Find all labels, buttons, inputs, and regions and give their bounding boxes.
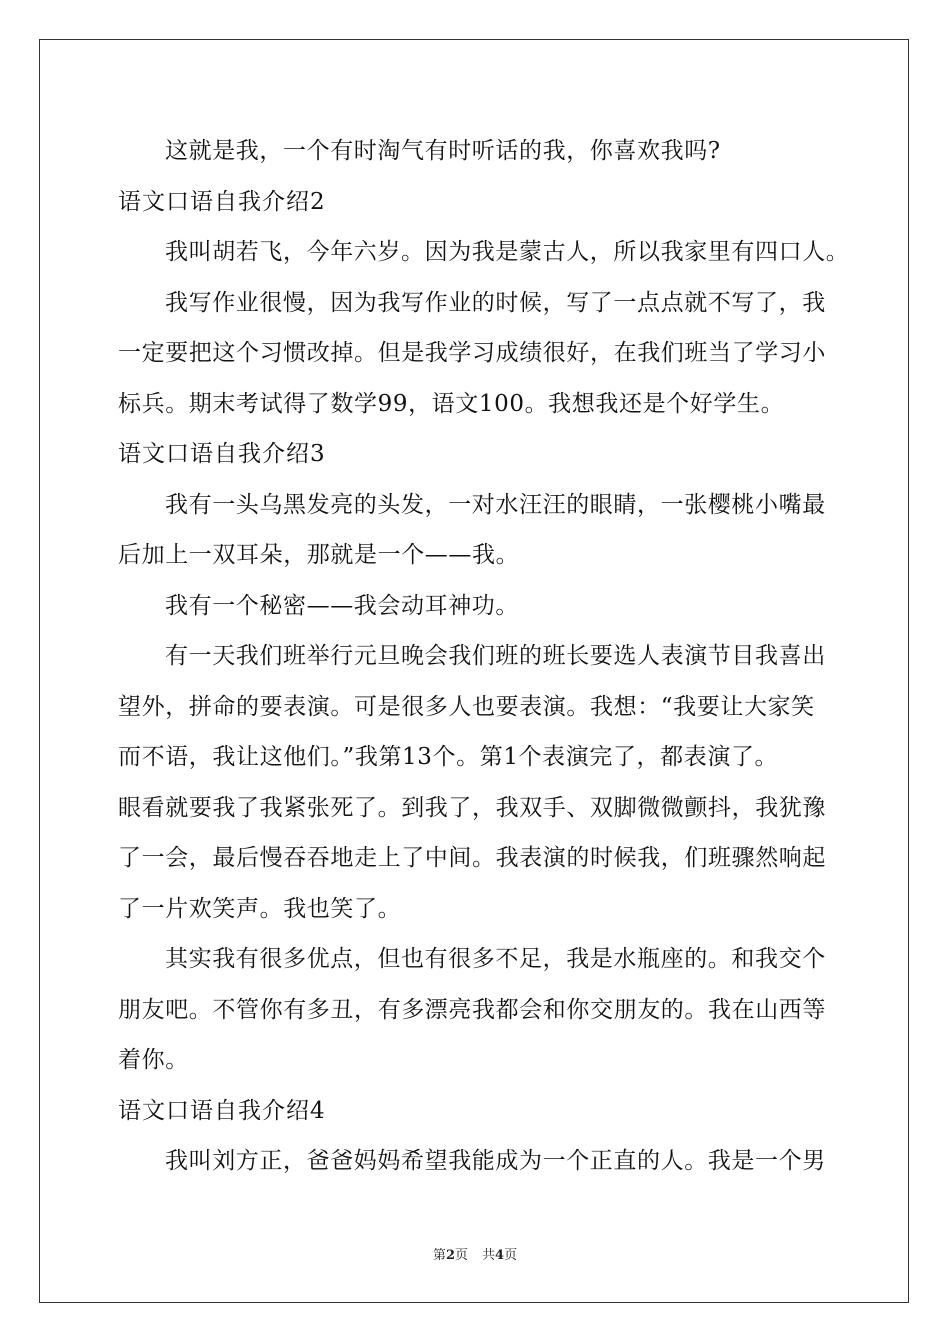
paragraph-line: 我叫刘方正，爸爸妈妈希望我能成为一个正直的人。我是一个男	[165, 1148, 826, 1174]
total-label-suffix: 页	[504, 1248, 518, 1263]
paragraph-line: 而不语，我让这他们。”我第13个。第1个表演完了，都表演了。	[118, 744, 779, 770]
document-body	[118, 126, 850, 1187]
paragraph-line: 了一会，最后慢吞吞地走上了中间。我表演的时候我，们班骤然响起	[118, 845, 826, 871]
page-number: 2	[445, 1248, 455, 1263]
paragraph-line: 眼看就要我了我紧张死了。到我了，我双手、双脚微微颤抖，我犹豫	[118, 794, 826, 821]
paragraph-line: 后加上一双耳朵，那就是一个——我。	[118, 542, 520, 568]
page-label-prefix: 第	[432, 1248, 446, 1263]
paragraph-line: 一定要把这个习惯改掉。但是我学习成绩很好，在我们班当了学习小	[118, 340, 826, 366]
paragraph-line: 望外，拼命的要表演。可是很多人也要表演。我想：“我要让大家笑	[118, 693, 815, 720]
paragraph-line: 这就是我，一个有时淘气有时听话的我，你喜欢我吗?	[165, 138, 721, 164]
paragraph-line: 我写作业很慢，因为我写作业的时候，写了一点点就不写了，我	[165, 289, 826, 316]
paragraph-line: 标兵。期末考试得了数学99，语文100。我想我还是个好学生。	[118, 390, 785, 417]
section-heading: 语文口语自我介绍3	[118, 441, 326, 467]
total-label-prefix: 共	[482, 1248, 496, 1263]
paragraph-line: 我叫胡若飞，今年六岁。因为我是蒙古人，所以我家里有四口人。	[165, 239, 850, 265]
page-label-suffix: 页	[454, 1248, 468, 1263]
paragraph-line: 我有一头乌黑发亮的头发，一对水汪汪的眼睛，一张樱桃小嘴最	[165, 491, 826, 518]
paragraph-line: 我有一个秘密——我会动耳神功。	[165, 592, 519, 619]
section-heading: 语文口语自我介绍4	[118, 1097, 326, 1124]
section-heading: 语文口语自我介绍2	[118, 188, 326, 215]
paragraph-line: 其实我有很多优点，但也有很多不足，我是水瓶座的。和我交个	[165, 946, 826, 972]
total-pages: 4	[495, 1248, 505, 1263]
paragraph-line: 着你。	[118, 1047, 189, 1073]
page-footer	[0, 1244, 950, 1263]
paragraph-line: 朋友吧。不管你有多丑，有多漂亮我都会和你交朋友的。我在山西等	[118, 996, 826, 1023]
paragraph-line: 了一片欢笑声。我也笑了。	[118, 895, 402, 922]
paragraph-line: 有一天我们班举行元旦晚会我们班的班长要选人表演节目我喜出	[165, 643, 826, 669]
